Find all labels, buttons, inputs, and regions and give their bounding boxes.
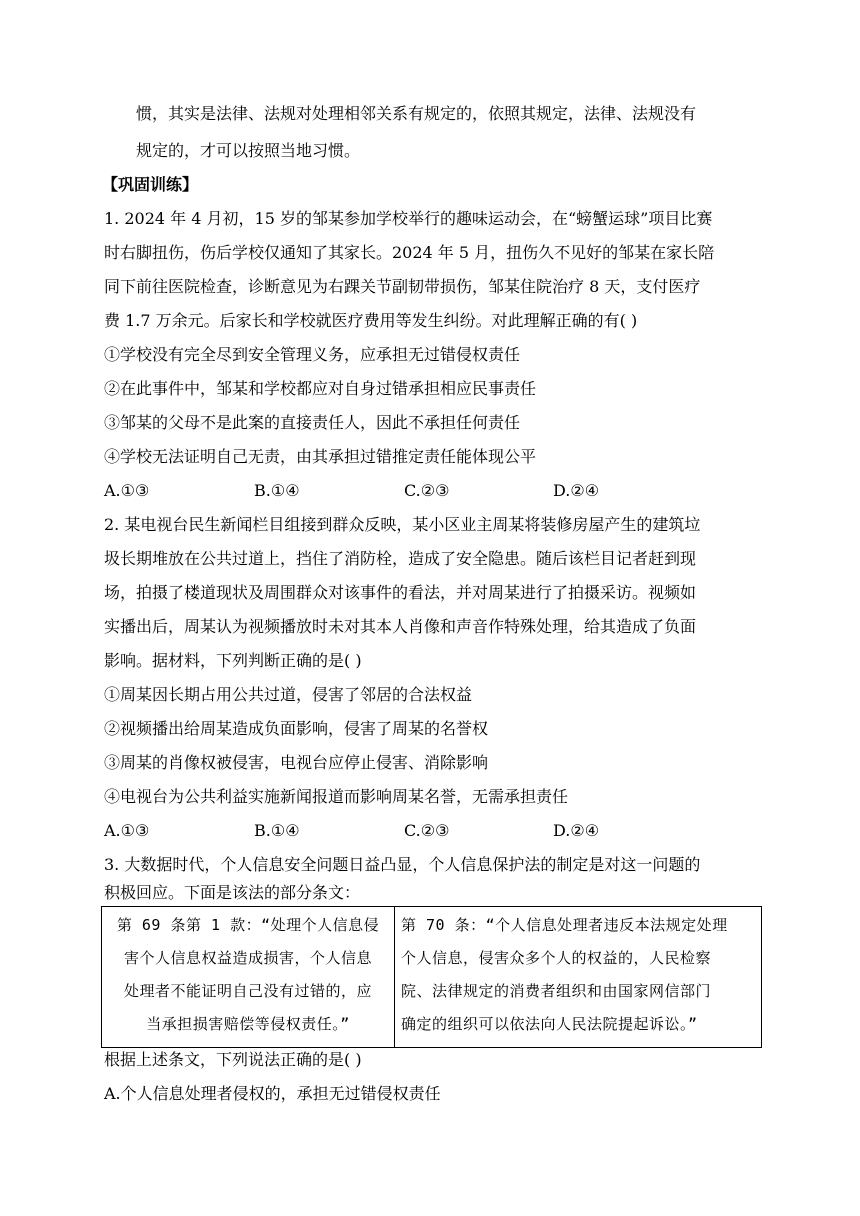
q1-statement-4: ④学校无法证明自己无责，由其承担过错推定责任能体现公平 (104, 447, 537, 466)
q2-option-a: A.①③ (104, 821, 150, 840)
clause-70-line-1: 第 70 条：“个人信息处理者违反本法规定处理 (401, 916, 728, 934)
intro-line-1: 惯，其实是法律、法规对处理相邻关系有规定的，依照其规定，法律、法规没有 (136, 104, 697, 123)
q1-stem-line-2: 时右脚扭伤，伤后学校仅通知了其家长。2024 年 5 月，扭伤久不见好的邹某在家长陪 (104, 243, 715, 262)
q3-option-a: A.个人信息处理者侵权的，承担无过错侵权责任 (104, 1084, 441, 1103)
q1-stem-line-4: 费 1.7 万余元。后家长和学校就医疗费用等发生纠纷。对此理解正确的有( ) (104, 311, 638, 330)
clause-70-line-2: 个人信息，侵害众多个人的权益的，人民检察 (401, 949, 712, 967)
q2-statement-3: ③周某的肖像权被侵害，电视台应停止侵害、消除影响 (104, 753, 489, 772)
q3-stem-line-1: 3. 大数据时代，个人信息安全问题日益凸显，个人信息保护法的制定是对这一问题的 (104, 855, 701, 874)
clause-70-line-3: 院、法律规定的消费者组织和由国家网信部门 (401, 982, 712, 1000)
q2-stem-line-5: 影响。据材料，下列判断正确的是( ) (104, 651, 362, 670)
q1-stem-line-3: 同下前往医院检查，诊断意见为右踝关节副韧带损伤，邹某住院治疗 8 天，支付医疗 (104, 277, 701, 296)
clause-69-line-1: 第 69 条第 1 款：“处理个人信息侵 (116, 916, 380, 934)
clause-69-line-4: 当承担损害赔偿等侵权责任。” (146, 1015, 350, 1033)
clause-69-line-3: 处理者不能证明自己没有过错的，应 (123, 982, 372, 1000)
q3-question: 根据上述条文，下列说法正确的是( ) (104, 1050, 362, 1069)
q1-statement-2: ②在此事件中，邹某和学校都应对自身过错承担相应民事责任 (104, 379, 537, 398)
q1-stem-line-1: 1. 2024 年 4 月初，15 岁的邹某参加学校举行的趣味运动会，在“螃蟹运球”项目比赛 (104, 209, 713, 228)
q2-stem-line-1: 2. 某电视台民生新闻栏目组接到群众反映，某小区业主周某将装修房屋产生的建筑垃 (104, 515, 701, 534)
clause-69-line-2: 害个人信息权益造成损害，个人信息 (123, 949, 372, 967)
q1-statement-3: ③邹某的父母不是此案的直接责任人，因此不承担任何责任 (104, 413, 521, 432)
q2-statement-4: ④电视台为公共利益实施新闻报道而影响周某名誉，无需承担责任 (104, 787, 569, 806)
section-title: 【巩固训练】 (102, 175, 199, 194)
clause-70-line-4: 确定的组织可以依法向人民法院提起诉讼。” (401, 1015, 698, 1033)
q1-option-a: A.①③ (104, 481, 150, 500)
clause-69-cell (102, 907, 395, 1048)
intro-line-2: 规定的，才可以按照当地习惯。 (136, 141, 361, 160)
q1-statement-1: ①学校没有完全尽到安全管理义务，应承担无过错侵权责任 (104, 345, 521, 364)
q2-option-d: D.②④ (553, 821, 600, 840)
q1-option-d: D.②④ (553, 481, 600, 500)
q3-stem-line-2: 积极回应。下面是该法的部分条文： (104, 883, 361, 902)
law-clauses-table (101, 906, 762, 1048)
q2-statement-1: ①周某因长期占用公共过道，侵害了邻居的合法权益 (104, 685, 473, 704)
q1-option-c: C.②③ (404, 481, 450, 500)
q2-stem-line-2: 圾长期堆放在公共过道上，挡住了消防栓，造成了安全隐患。随后该栏目记者赶到现 (104, 549, 697, 568)
q2-statement-2: ②视频播出给周某造成负面影响，侵害了周某的名誉权 (104, 719, 489, 738)
q2-stem-line-4: 实播出后，周某认为视频播放时未对其本人肖像和声音作特殊处理，给其造成了负面 (104, 617, 697, 636)
q2-option-b: B.①④ (254, 821, 300, 840)
clause-70-cell (395, 907, 762, 1048)
q2-option-c: C.②③ (404, 821, 450, 840)
q2-stem-line-3: 场，拍摄了楼道现状及周围群众对该事件的看法，并对周某进行了拍摄采访。视频如 (104, 583, 697, 602)
q1-option-b: B.①④ (254, 481, 300, 500)
